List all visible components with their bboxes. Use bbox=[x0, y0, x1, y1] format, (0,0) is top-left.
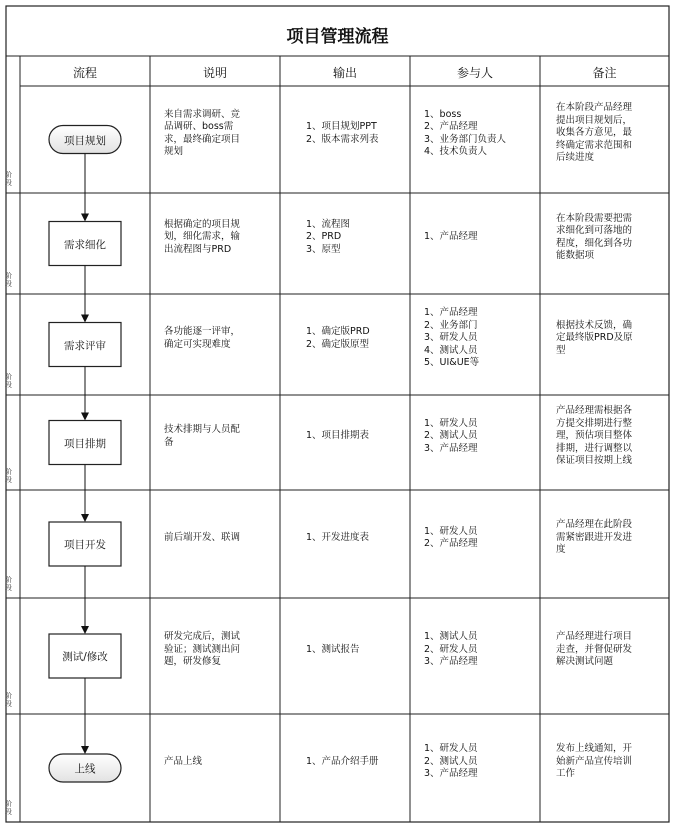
participants-cell: 1、产品经理 bbox=[424, 231, 478, 243]
description-cell: 根据确定的项目规 划，细化需求，输 出流程图与PRD bbox=[164, 218, 241, 255]
description-cell: 技术排期与人员配 备 bbox=[164, 424, 241, 448]
stage-label: 阶 段 bbox=[5, 272, 12, 288]
participants-cell: 1、boss 2、产品经理 3、业务部门负责人 4、技术负责人 bbox=[424, 108, 507, 157]
remarks-cell: 产品经理需根据各 方提交排期进行整 理，预估项目整体 排期，进行调整以 保证项目按期上线 bbox=[556, 405, 633, 467]
participants-cell: 1、测试人员 2、研发人员 3、产品经理 bbox=[424, 631, 478, 668]
description-cell: 研发完成后，测试 验证；测试测出问 题，研发修复 bbox=[164, 631, 241, 668]
column-header-remarks: 备注 bbox=[592, 66, 617, 80]
stage-label: 阶 段 bbox=[5, 171, 12, 187]
flow-node-label: 项目开发 bbox=[64, 539, 106, 551]
stage-label: 阶 段 bbox=[5, 373, 12, 389]
stage-label: 阶 段 bbox=[5, 800, 12, 816]
stage-label: 阶 段 bbox=[5, 576, 12, 592]
column-header-flow: 流程 bbox=[72, 66, 97, 80]
output-cell: 1、项目排期表 bbox=[306, 430, 370, 442]
remarks-cell: 根据技术反馈，确 定最终版PRD及原 型 bbox=[556, 319, 633, 356]
output-cell: 1、确定版PRD 2、确定版原型 bbox=[306, 326, 370, 350]
remarks-cell: 产品经理在此阶段 需紧密跟进开发进 度 bbox=[556, 519, 633, 556]
remarks-cell: 产品经理进行项目 走查，并督促研发 解决测试问题 bbox=[556, 631, 633, 668]
description-cell: 产品上线 bbox=[164, 755, 203, 767]
output-cell: 1、开发进度表 bbox=[306, 531, 370, 543]
participants-cell: 1、研发人员 2、产品经理 bbox=[424, 525, 478, 549]
output-cell: 1、测试报告 bbox=[306, 643, 360, 655]
page-title: 项目管理流程 bbox=[286, 27, 389, 47]
description-cell: 前后端开发、联调 bbox=[164, 531, 241, 543]
flow-node-label: 需求评审 bbox=[64, 339, 106, 352]
output-cell: 1、流程图 2、PRD 3、原型 bbox=[306, 218, 351, 255]
output-cell: 1、项目规划PPT 2、版本需求列表 bbox=[306, 121, 379, 145]
column-header-participants: 参与人 bbox=[456, 66, 493, 80]
remarks-cell: 发布上线通知，开 始新产品宣传培训 工作 bbox=[556, 743, 633, 780]
flow-node-label: 项目排期 bbox=[64, 437, 106, 450]
flow-node-label: 上线 bbox=[74, 763, 96, 775]
description-cell: 来自需求调研、竞 品调研、boss需 求，最终确定项目 规划 bbox=[164, 108, 241, 157]
stage-label: 阶 段 bbox=[5, 468, 12, 484]
flow-node-label: 测试/修改 bbox=[62, 651, 108, 663]
remarks-cell: 在本阶段产品经理 提出项目规划后， 收集各方意见，最 终确定需求范围和 后续进度 bbox=[556, 102, 633, 164]
participants-cell: 1、研发人员 2、测试人员 3、产品经理 bbox=[424, 417, 478, 454]
participants-cell: 1、产品经理 2、业务部门 3、研发人员 4、测试人员 5、UI&UE等 bbox=[424, 307, 480, 369]
flow-node-label: 需求细化 bbox=[64, 238, 106, 251]
remarks-cell: 在本阶段需要把需 求细化到可落地的 程度，细化到各功 能数据项 bbox=[556, 212, 633, 261]
description-cell: 各功能逐一评审， 确定可实现难度 bbox=[164, 326, 241, 350]
flow-node-label: 项目规划 bbox=[64, 134, 106, 147]
stage-label: 阶 段 bbox=[5, 692, 12, 708]
output-cell: 1、产品介绍手册 bbox=[306, 755, 379, 767]
participants-cell: 1、研发人员 2、测试人员 3、产品经理 bbox=[424, 743, 478, 780]
column-header-description: 说明 bbox=[202, 66, 227, 80]
column-header-output: 输出 bbox=[332, 66, 357, 80]
